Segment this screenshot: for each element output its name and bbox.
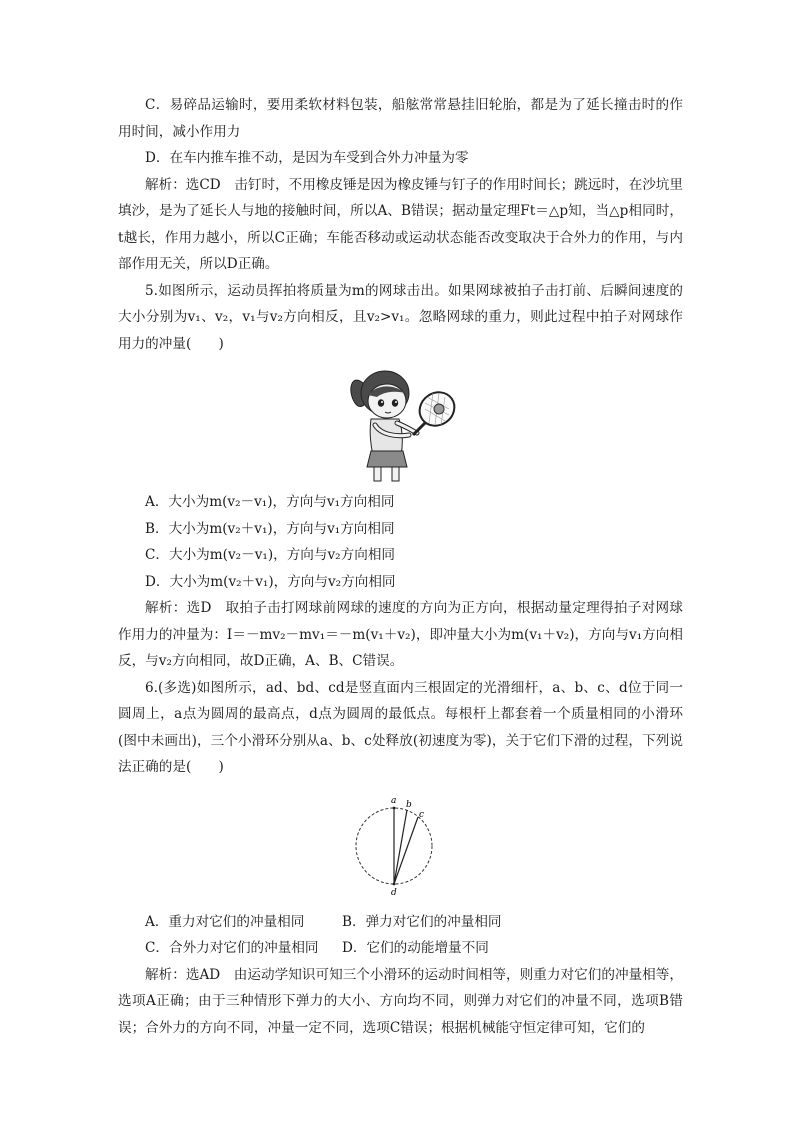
q6-options-row-1 [118,909,683,936]
q5-option-d: D．大小为m(v₂＋v₁)，方向与v₂方向相同 [145,573,396,590]
tennis-player-figure [118,363,683,485]
label-c: c [418,809,424,820]
q5-option-a: A．大小为m(v₂－v₁)，方向与v₁方向相同 [145,494,395,510]
q6-option-a: A．重力对它们的冲量相同 [145,913,305,930]
analysis-6: 解析：选AD 由运动学知识可知三个小滑环的运动时间相等，则重力对它们的冲量相等，选项A正确；由于三种情形下弹力的大小、方向均不同，则弹力对它们的冲量不同，选项B错误；合外力的方向不同，冲量一定不同，选项C错误；根据机械能守恒定律可知，它们的 [118,966,683,1036]
analysis-5: 解析：选D 取拍子击打网球前网球的速度的方向为正方向，根据动量定理得拍子对网球作用力的冲量为：I＝－mv₂－mv₁＝－m(v₁＋v₂)，即冲量大小为m(v₁＋v₂)，方向与v₁方向相反，与v₂方向相同，故D正确，A、B、C错误。 [118,600,683,669]
label-b: b [405,799,412,810]
circle-rods-figure [118,787,683,905]
q6-option-c: C．合外力对它们的冲量相同 [145,940,319,956]
question-5: 5.如图所示，运动员挥拍将质量为m的网球击出。如果网球被拍子击打前、后瞬间速度的大小分别为v₁、v₂，v₁与v₂方向相反，且v₂>v₁。忽略网球的重力，则此过程中拍子对网球作用力的冲量( ) [118,282,683,352]
label-d: d [390,887,397,898]
label-a: a [390,795,396,806]
option-c-prev: C．易碎品运输时，要用柔软材料包装，船舷常常悬挂旧轮胎，都是为了延长撞击时的作用时间，减小作用力 [118,97,683,140]
document-body [118,92,683,1041]
circle-rods-diagram [346,787,456,905]
tennis-player-icon [341,363,461,485]
question-6: 6.(多选)如图所示，ad、bd、cd是竖直面内三根固定的光滑细杆，a、b、c、d位于同一圆周上，a点为圆周的最高点，d点为圆周的最低点。每根杆上都套着一个质量相同的小滑环(图中未画出)，三个小滑环分别从a、b、c处释放(初速度为零)，关于它们下滑的过程，下列说法正确的是( ) [118,679,683,775]
q6-options-row-2 [118,935,683,962]
q5-option-c: C．大小为m(v₂－v₁)，方向与v₂方向相同 [145,547,396,563]
q5-option-b: B．大小为m(v₂＋v₁)，方向与v₁方向相同 [145,520,395,537]
q6-option-b: B．弹力对它们的冲量相同 [342,913,502,930]
q6-option-d: D．它们的动能增量不同 [342,940,489,956]
option-d-prev: D．在车内推车推不动，是因为车受到合外力冲量为零 [145,150,469,166]
analysis-prev: 解析：选CD 击钉时，不用橡皮锤是因为橡皮锤与钉子的作用时间长；跳远时，在沙坑里填沙，是为了延长人与地的接触时间，所以A、B错误；据动量定理Ft＝△p知，当△p相同时，t越长，作用力越小，所以C正确；车能否移动或运动状态能否改变取决于合外力的作用，与内部作用无关，所以D正确。 [118,176,683,272]
